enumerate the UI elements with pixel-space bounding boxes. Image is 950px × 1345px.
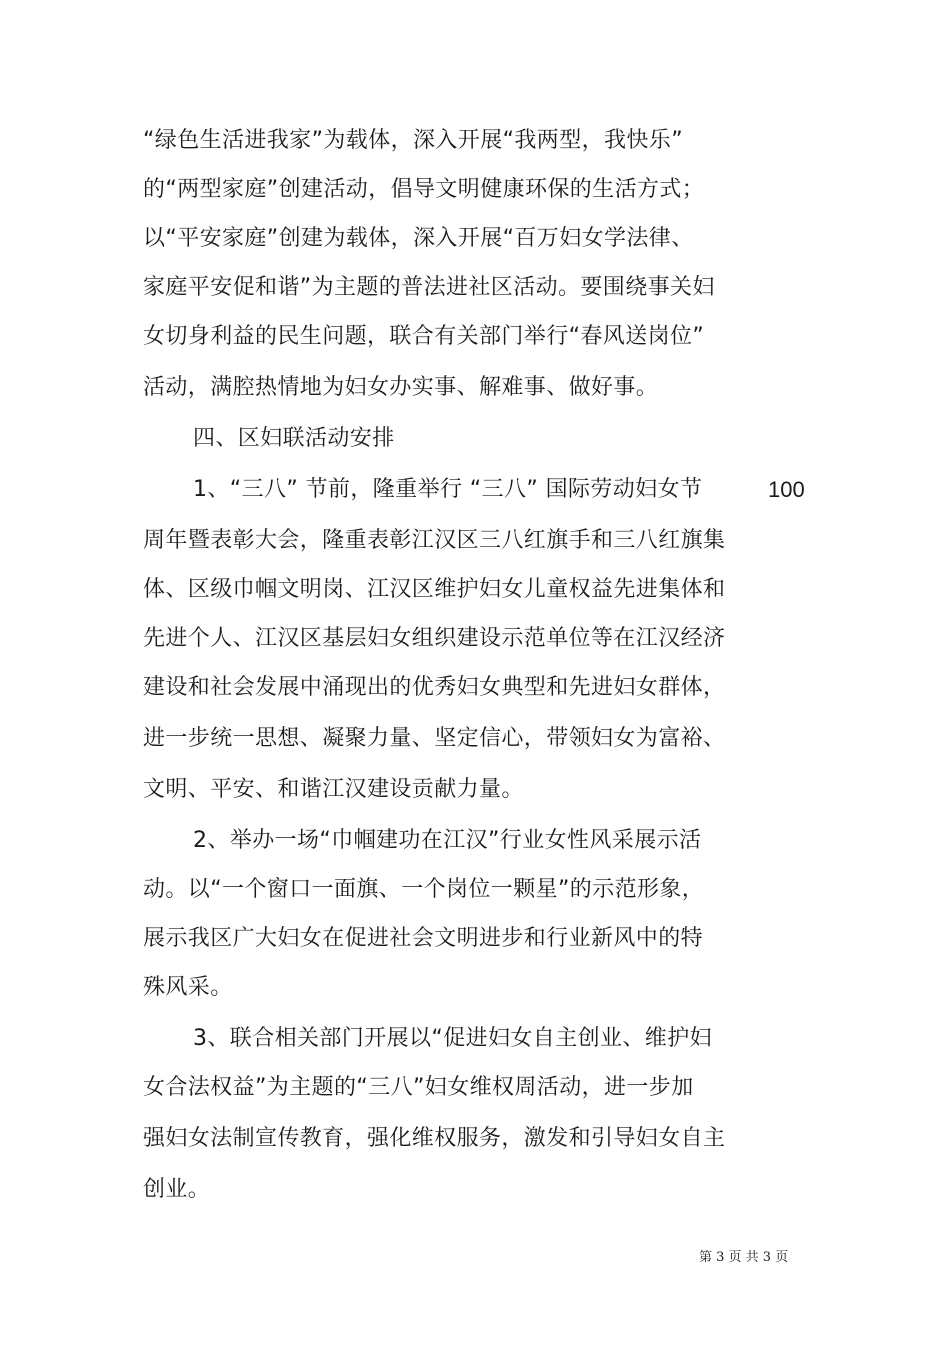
body-line: 殊风采。 [143,975,233,1000]
body-line: 建设和社会发展中涌现出的优秀妇女典型和先进妇女群体， [143,675,726,700]
body-line: 以“平安家庭”创建为载体，深入开展“百万妇女学法律、 [143,226,694,251]
body-line: 3、联合相关部门开展以“促进妇女自主创业、维护妇 [193,1026,712,1051]
section-heading: 四、区妇联活动安排 [193,426,395,451]
page-footer: 第 3 页 共 3 页 [699,1250,789,1265]
body-line: 女切身利益的民生问题，联合有关部门举行“春风送岗位” [143,324,705,349]
body-line: 动。以“一个窗口一面旗、一个岗位一颗星”的示范形象， [143,877,705,902]
body-line: 创业。 [143,1177,211,1202]
body-line: 的“两型家庭”创建活动，倡导文明健康环保的生活方式； [143,177,705,202]
body-line: 1、“三八” 节前，隆重举行 “三八” 国际劳动妇女节 [193,477,703,502]
body-line: 展示我区广大妇女在促进社会文明进步和行业新风中的特 [143,926,704,951]
body-line: “绿色生活进我家”为载体，深入开展“我两型，我快乐” [143,128,683,153]
body-line: 活动，满腔热情地为妇女办实事、解难事、做好事。 [143,375,659,400]
side-number: 100 [768,477,805,502]
body-line: 进一步统一思想、凝聚力量、坚定信心，带领妇女为富裕、 [143,726,726,751]
body-line: 2、举办一场“巾帼建功在江汉”行业女性风采展示活 [193,828,702,853]
body-line: 强妇女法制宣传教育，强化维权服务，激发和引导妇女自主 [143,1126,726,1151]
body-line: 先进个人、江汉区基层妇女组织建设示范单位等在江汉经济 [143,626,726,651]
body-line: 周年暨表彰大会，隆重表彰江汉区三八红旗手和三八红旗集 [143,528,726,553]
body-line: 体、区级巾帼文明岗、江汉区维护妇女儿童权益先进集体和 [143,577,726,602]
body-line: 文明、平安、和谐江汉建设贡献力量。 [143,777,524,802]
body-line: 女合法权益”为主题的“三八”妇女维权周活动，进一步加 [143,1075,694,1100]
body-line: 家庭平安促和谐”为主题的普法进社区活动。要围绕事关妇 [143,275,715,300]
